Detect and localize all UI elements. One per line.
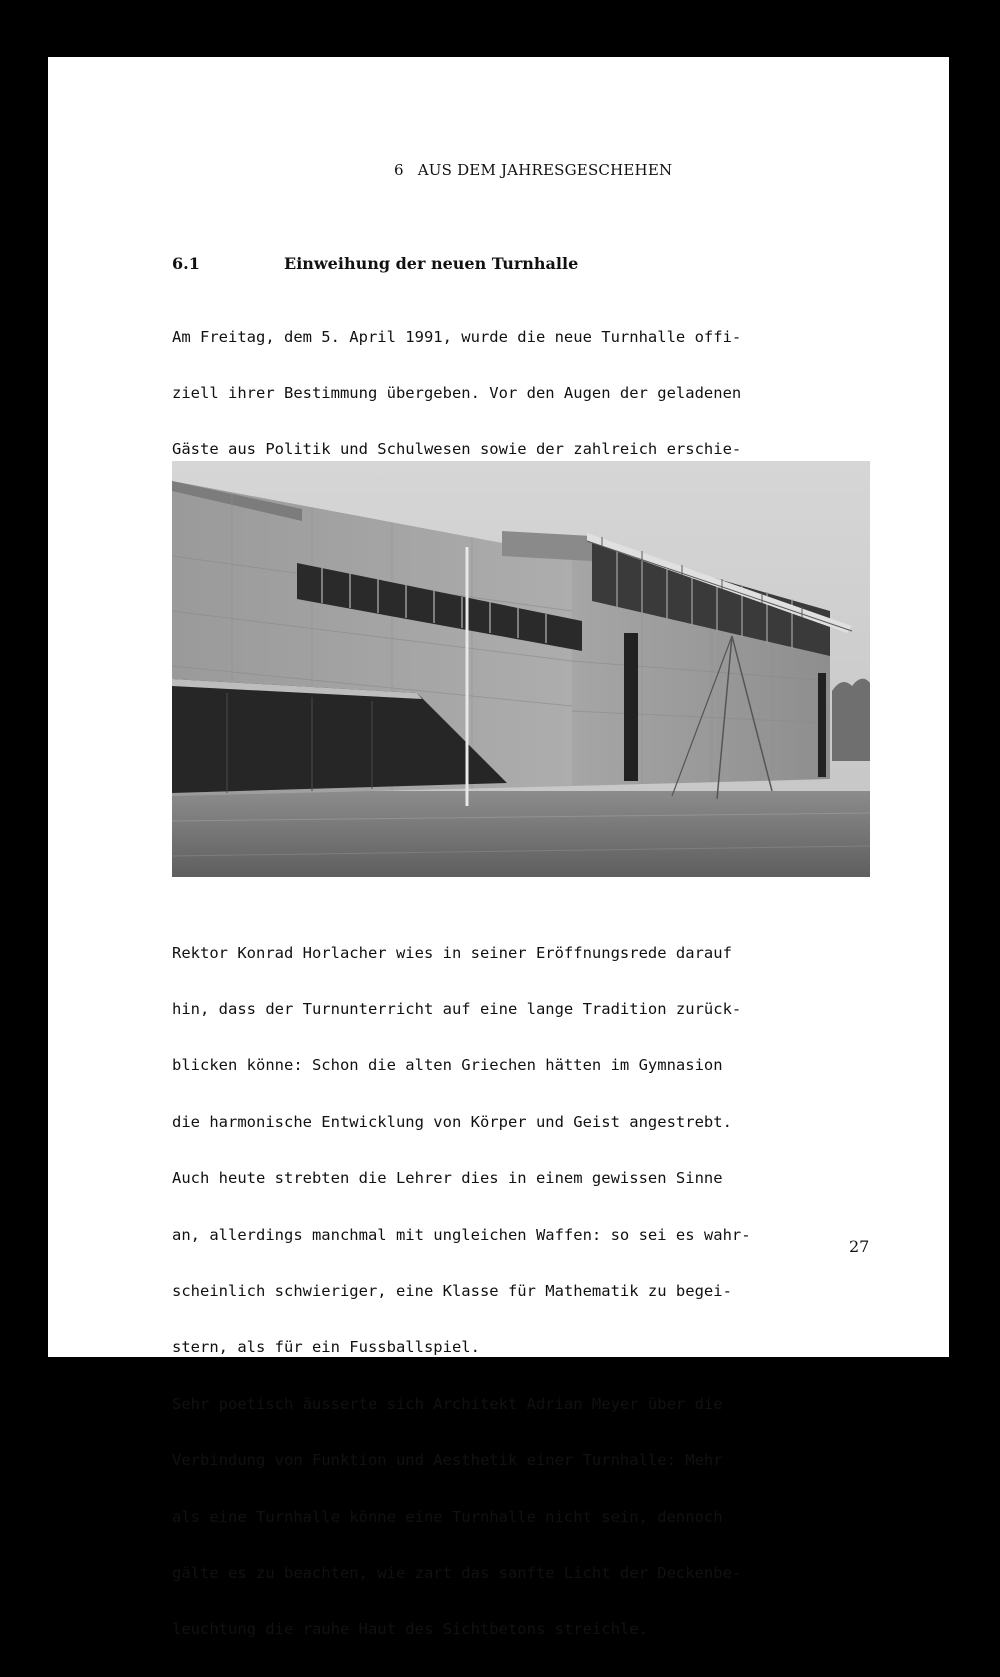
section-heading: [172, 254, 578, 273]
chapter-title: AUS DEM JAHRESGESCHEHEN: [417, 161, 673, 179]
paragraph-line: hin, dass der Turnunterricht auf eine lange Tradition zurück-: [172, 999, 742, 1018]
paragraph-line: an, allerdings manchmal mit ungleichen Waffen: so sei es wahr-: [172, 1225, 751, 1244]
paragraph-line: Verbindung von Funktion und Aesthetik einer Turnhalle: Mehr: [172, 1451, 723, 1470]
gym-building-illustration: [172, 461, 870, 877]
speech-paragraph: [172, 906, 876, 1677]
paragraph-line: die harmonische Entwicklung von Körper und Geist angestrebt.: [172, 1112, 732, 1131]
gym-building-photo: [172, 461, 870, 877]
paragraph-line: scheinlich schwieriger, eine Klasse für Mathematik zu begei-: [172, 1281, 732, 1300]
section-number: 6.1: [172, 254, 200, 273]
paragraph-line: Gäste aus Politik und Schulwesen sowie der zahlreich erschie-: [172, 440, 742, 459]
chapter-number: 6: [394, 161, 404, 179]
paragraph-line: leuchtung die rauhe Haut des Sichtbetons streichle.: [172, 1620, 648, 1639]
paragraph-line: Rektor Konrad Horlacher wies in seiner Eröffnungsrede darauf: [172, 943, 732, 962]
paragraph-line: blicken könne: Schon die alten Griechen hätten im Gymnasion: [172, 1056, 723, 1075]
paragraph-line: ziell ihrer Bestimmung übergeben. Vor den Augen der geladenen: [172, 383, 742, 402]
paragraph-line: Sehr poetisch äusserte sich Architekt Adrian Meyer über die: [172, 1394, 723, 1413]
paragraph-line: gälte es zu beachten, wie zart das sanfte Licht der Deckenbe-: [172, 1563, 742, 1582]
page-number: 27: [849, 1237, 870, 1256]
paragraph-line: als eine Turnhalle könne eine Turnhalle nicht sein, dennoch: [172, 1507, 723, 1526]
chapter-heading: [394, 161, 672, 179]
paragraph-line: Am Freitag, dem 5. April 1991, wurde die neue Turnhalle offi-: [172, 327, 742, 346]
document-page: [48, 57, 949, 1639]
section-title: Einweihung der neuen Turnhalle: [284, 254, 579, 273]
paragraph-line: stern, als für ein Fussballspiel.: [172, 1338, 480, 1357]
paragraph-line: Auch heute strebten die Lehrer dies in einem gewissen Sinne: [172, 1169, 723, 1188]
